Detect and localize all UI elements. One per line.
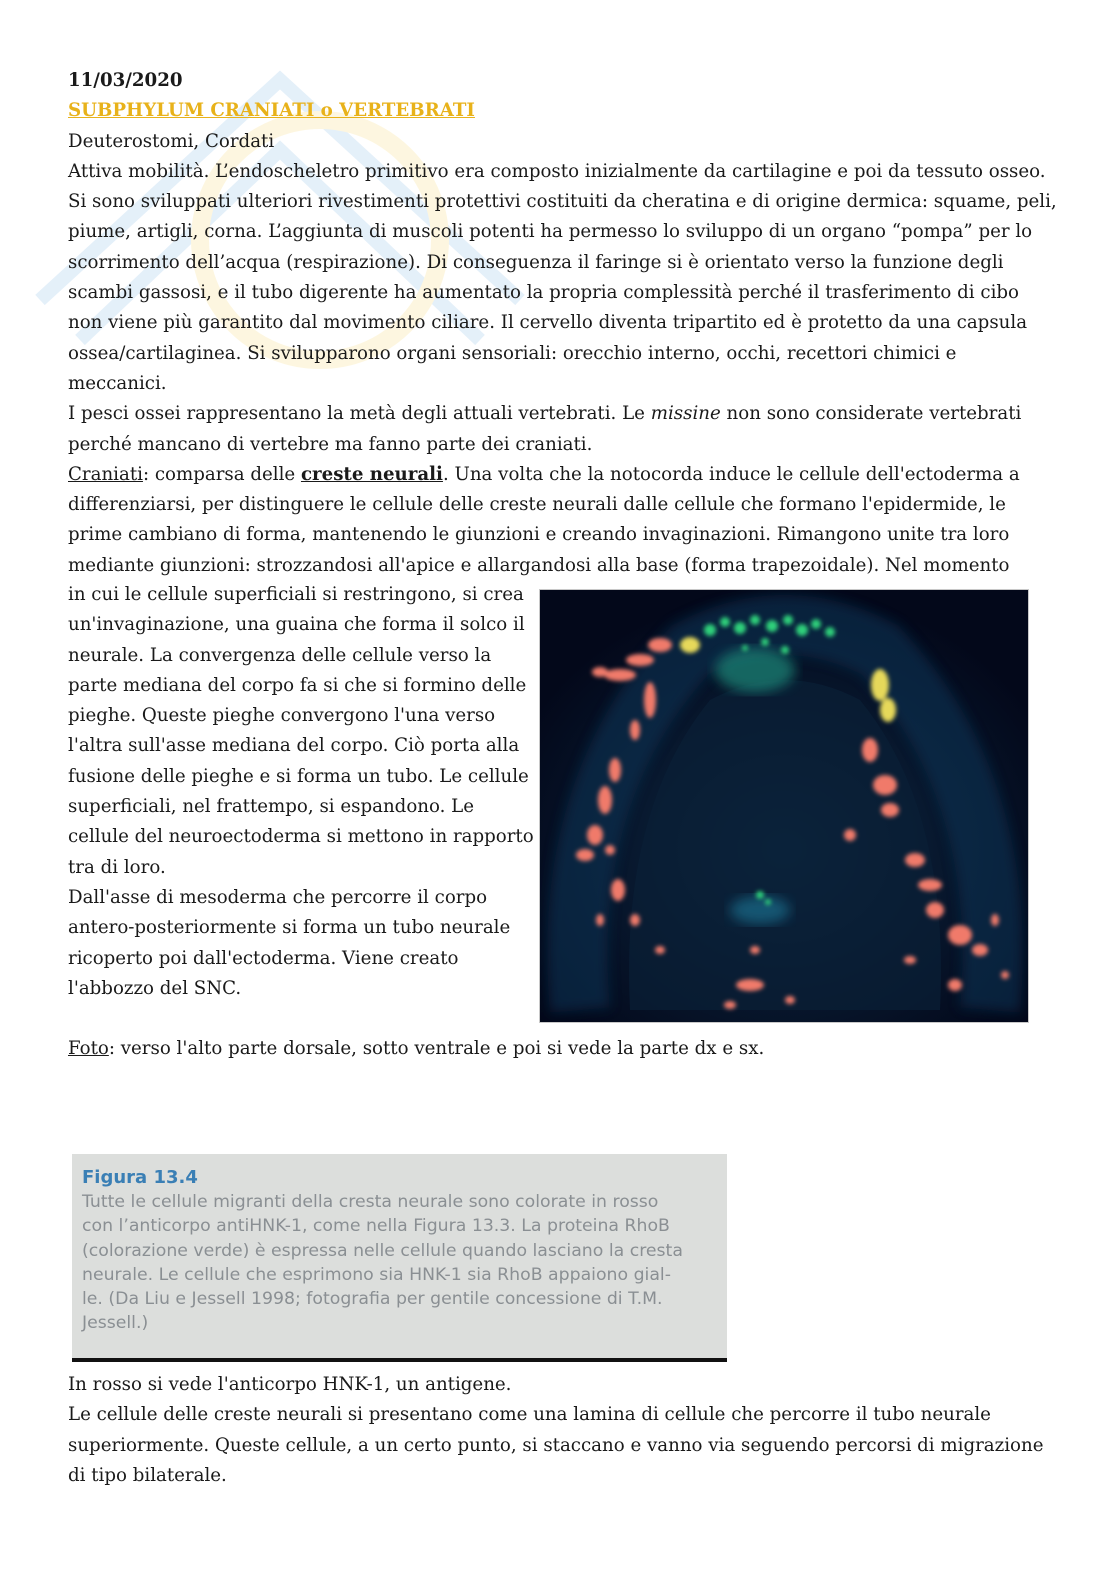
intro-section [68, 66, 1058, 581]
text-fragment: non sono considerate vertebrati perché mancano di vertebre ma fanno parte dei craniati. [68, 403, 1022, 455]
caption-line: Jessell.) [82, 1313, 149, 1334]
micrograph-drawing [540, 590, 1028, 1022]
date: 11/03/2020 [68, 70, 183, 91]
neural-tube-section [68, 580, 538, 1004]
caption-line: le. (Da Liu e Jessell 1998; fotografia per gentile concessione di T.M. [82, 1289, 663, 1310]
figure-caption-image [72, 1154, 727, 1362]
paragraph-fish [68, 399, 1058, 460]
hnk1-section [68, 1370, 1058, 1491]
paragraph-migration: Le cellule delle creste neurali si presentano come una lamina di cellule che percorre il tubo neurale superiormente. Queste cellule, a un certo punto, si staccano e vanno via seguendo percorsi di migrazione di tipo bilaterale. [68, 1404, 1044, 1486]
caption-line: (colorazione verde) è espressa nelle cellule quando lasciano la cresta [82, 1240, 683, 1261]
missine-term: missine [650, 403, 721, 425]
photo-description [68, 1034, 1058, 1064]
caption-line: con l’anticorpo antiHNK-1, come nella Figura 13.3. La proteina RhoB [82, 1216, 670, 1237]
neural-crest-micrograph [540, 590, 1028, 1022]
craniati-label: Craniati [68, 463, 143, 485]
paragraph-vertebrate-features: Attiva mobilità. L’endoscheletro primitivo era composto inizialmente da cartilagine e poi da tessuto osseo. Si sono sviluppati ulteriori rivestimenti protettivi costituiti da cheratina e di origine dermica: squame, peli, piume, artigli, corna. L’aggiunta di muscoli potenti ha permesso lo sviluppo di un organo “pompa” per lo scorrimento dell’acqua (respirazione). Di conseguenza il faringe si è orientato verso la funzione degli scambi gassosi, e il tubo digerente ha aumentato la propria complessità perché il trasferimento di cibo non viene più garantito dal movimento ciliare. Il cervello diventa tripartito ed è protetto da una capsula ossea/cartilaginea. Si svilupparono organi sensoriali: orecchio interno, occhi, recettori chimici e meccanici. [68, 160, 1057, 394]
paragraph-mesoderm: Dall'asse di mesoderma che percorre il corpo antero-posteriormente si forma un tubo neurale ricoperto poi dall'ectoderma. Viene creato l'abbozzo del SNC. [68, 886, 511, 999]
text-fragment: : verso l'alto parte dorsale, sotto ventrale e poi si vede la parte dx e sx. [108, 1038, 765, 1059]
text-fragment: I pesci ossei rappresentano la metà degli attuali vertebrati. Le [68, 403, 651, 425]
text-fragment: : comparsa delle [142, 463, 301, 485]
text-fragment: . Una volta che la notocorda induce le cellule dell'ectoderma a differenziarsi, per distinguere le cellule delle creste neurali dalle cellule che formano l'epidermide, le prime cambiano di forma, mantenendo le giunzioni e creando invaginazioni. Rimangono unite tra loro mediante giunzioni: strozzandosi all'apice e allargandosi alla base (forma trapezoidale). Nel momento [68, 463, 1020, 576]
paragraph-neural-groove: in cui le cellule superficiali si restringono, si crea un'invaginazione, una guaina che forma il solco il neurale. La convergenza delle cellule verso la parte mediana del corpo fa si che si formino delle pieghe. Queste pieghe convergono l'una verso l'altra sull'asse mediana del corpo. Ciò porta alla fusione delle pieghe e si forma un tubo. Le cellule superficiali, nel frattempo, si espandono. Le cellule del neuroectoderma si mettono in rapporto tra di loro. [68, 584, 534, 878]
paragraph-craniates [68, 460, 1058, 581]
caption-line: neurale. Le cellule che esprimono sia HNK-1 sia RhoB appaiono gial- [82, 1264, 671, 1285]
paragraph-photo [68, 1034, 1058, 1064]
subtitle: Deuterostomi, Cordati [68, 130, 275, 152]
foto-label: Foto [68, 1038, 109, 1059]
caption-line: Tutte le cellule migranti della cresta neurale sono colorate in rosso [82, 1192, 659, 1212]
section-heading: SUBPHYLUM CRANIATI o VERTEBRATI [68, 100, 475, 122]
figure-number: Figura 13.4 [82, 1167, 198, 1188]
paragraph-hnk1: In rosso si vede l'anticorpo HNK-1, un antigene. [68, 1374, 512, 1395]
creste-neurali-term: creste neurali [300, 463, 443, 485]
